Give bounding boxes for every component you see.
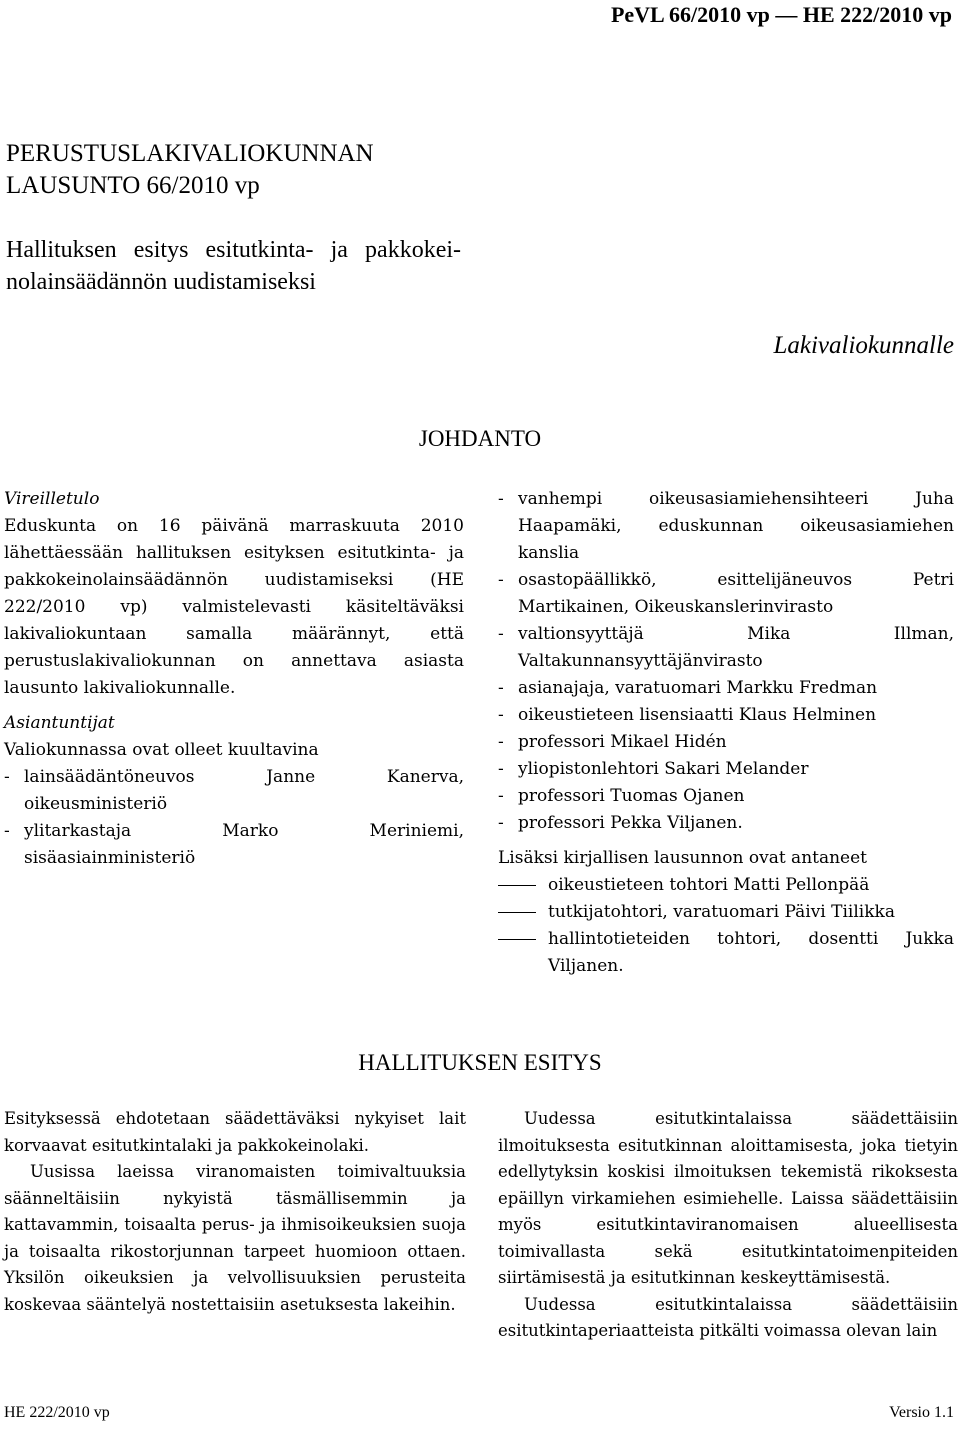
list-item: [498, 783, 954, 810]
written-statements-intro: Lisäksi kirjallisen lausunnon ovat antaneet: [498, 848, 868, 868]
section-heading-hallituksen-esitys: HALLITUKSEN ESITYS: [358, 1050, 602, 1075]
dash-marker: -: [498, 705, 504, 725]
list-item: [498, 926, 954, 980]
list-item: [498, 675, 954, 702]
vireilletulo-paragraph: Eduskunta on 16 päivänä marraskuuta 2010 lähettäessään hallituksen esityksen esitutkinta- ja pakkokeinolainsäädännön uudistamiseksi (HE 222/2010 vp) valmistelevasti käsiteltäväksi lakivaliokuntaan samalla määrännyt, että perustuslakivaliokunnan on annettava asiasta lausunto lakivaliokunnalle.: [4, 516, 464, 698]
long-dash-marker: [498, 899, 548, 926]
dash-marker: -: [4, 767, 10, 787]
expert-name: yliopistonlehtori Sakari Melander: [518, 759, 809, 779]
dash-marker: -: [498, 786, 504, 806]
document-subject-line-1: Hallituksen esitys esitutkinta- ja pakkokei-: [6, 237, 461, 263]
asiantuntijat-intro: Valiokunnassa ovat olleet kuultavina: [4, 740, 319, 760]
dash-marker: -: [498, 759, 504, 779]
list-item: [498, 872, 954, 899]
esitys-paragraph: Uudessa esitutkintalaissa säädettäisiin esitutkintaperiaatteista pitkälti voimassa olevan lain: [498, 1294, 958, 1340]
list-item: [498, 702, 954, 729]
document-subject-line-2: nolainsäädännön uudistamiseksi: [6, 269, 316, 295]
list-item: [498, 486, 954, 567]
list-item: [498, 810, 954, 837]
document-title-line-1: PERUSTUSLAKIVALIOKUNNAN: [6, 140, 374, 167]
johdanto-left-column: [4, 486, 464, 872]
list-item: [498, 899, 954, 926]
expert-name: oikeustieteen lisensiaatti Klaus Helminen: [518, 705, 877, 725]
expert-name: ylitarkastaja Marko Meriniemi, sisäasiainministeriö: [24, 821, 464, 868]
written-statement-name: oikeustieteen tohtori Matti Pellonpää: [548, 875, 870, 895]
expert-name: osastopäällikkö, esittelijäneuvos Petri Martikainen, Oikeuskanslerinvirasto: [518, 570, 954, 617]
document-reference-header: PeVL 66/2010 vp — HE 222/2010 vp: [610, 2, 952, 27]
footer-document-id: HE 222/2010 vp: [4, 1404, 110, 1421]
esitys-paragraph: Uusissa laeissa viranomaisten toimivaltuuksia säänneltäisiin nykyistä täsmällisemmin ja kattavammin, toisaalta perus- ja ihmisoikeuksien suoja ja toisaalta rikostorjunnan tarpeet huomioon ottaen. Yksilön oikeuksien ja velvollisuuksien perusteita koskevaa sääntelyä nostettaisiin asetuksesta lakeihin.: [4, 1162, 466, 1314]
expert-name: asianajaja, varatuomari Markku Fredman: [518, 678, 878, 698]
subheading-vireilletulo: Vireilletulo: [4, 489, 100, 509]
esitys-right-column: [498, 1106, 958, 1345]
esitys-paragraph: Uudessa esitutkintalaissa säädettäisiin ilmoituksesta esitutkinnan aloittamisesta, joka tietyin edellytyksin koskisi ilmoituksen tekemistä rikoksesta epäillyn virkamiehen esimiehelle. Laissa säädettäisiin myös esitutkintaviranomaisen alueellisesta toimivallasta sekä esitutkintatoimenpiteiden siirtämisestä ja esitutkinnan keskeyttämisestä.: [498, 1109, 958, 1287]
expert-name: professori Pekka Viljanen.: [518, 813, 743, 833]
footer-version: Versio 1.1: [889, 1404, 954, 1421]
expert-name: valtionsyyttäjä Mika Illman, Valtakunnansyyttäjänvirasto: [518, 624, 954, 671]
esitys-left-column: [4, 1106, 466, 1318]
dash-marker: -: [498, 732, 504, 752]
list-item: [4, 764, 464, 818]
dash-marker: -: [498, 813, 504, 833]
dash-marker: -: [498, 489, 504, 509]
list-item: [498, 756, 954, 783]
expert-name: professori Tuomas Ojanen: [518, 786, 745, 806]
esitys-paragraph: Esityksessä ehdotetaan säädettäväksi nykyiset lait korvaavat esitutkintalaki ja pakkokeinolaki.: [4, 1109, 466, 1155]
dash-marker: -: [4, 821, 10, 841]
dash-marker: -: [498, 678, 504, 698]
document-title-line-2: LAUSUNTO 66/2010 vp: [6, 172, 260, 199]
list-item: [498, 567, 954, 621]
addressee: Lakivaliokunnalle: [773, 332, 954, 359]
expert-name: lainsäädäntöneuvos Janne Kanerva, oikeusministeriö: [24, 767, 464, 814]
written-statement-name: tutkijatohtori, varatuomari Päivi Tiilikka: [548, 902, 895, 922]
list-item: [498, 729, 954, 756]
list-item: [498, 621, 954, 675]
dash-marker: -: [498, 570, 504, 590]
document-subject: [6, 234, 461, 298]
subheading-asiantuntijat: Asiantuntijat: [4, 713, 115, 733]
list-item: [4, 818, 464, 872]
document-title: [6, 138, 526, 202]
expert-name: professori Mikael Hidén: [518, 732, 727, 752]
johdanto-right-column: [498, 486, 954, 980]
long-dash-marker: [498, 872, 548, 899]
dash-marker: -: [498, 624, 504, 644]
section-heading-johdanto: JOHDANTO: [418, 426, 542, 451]
long-dash-marker: [498, 926, 548, 953]
expert-name: vanhempi oikeusasiamiehensihteeri Juha Haapamäki, eduskunnan oikeusasiamiehen kanslia: [518, 489, 954, 563]
written-statement-name: hallintotieteiden tohtori, dosentti Jukka Viljanen.: [548, 929, 954, 976]
